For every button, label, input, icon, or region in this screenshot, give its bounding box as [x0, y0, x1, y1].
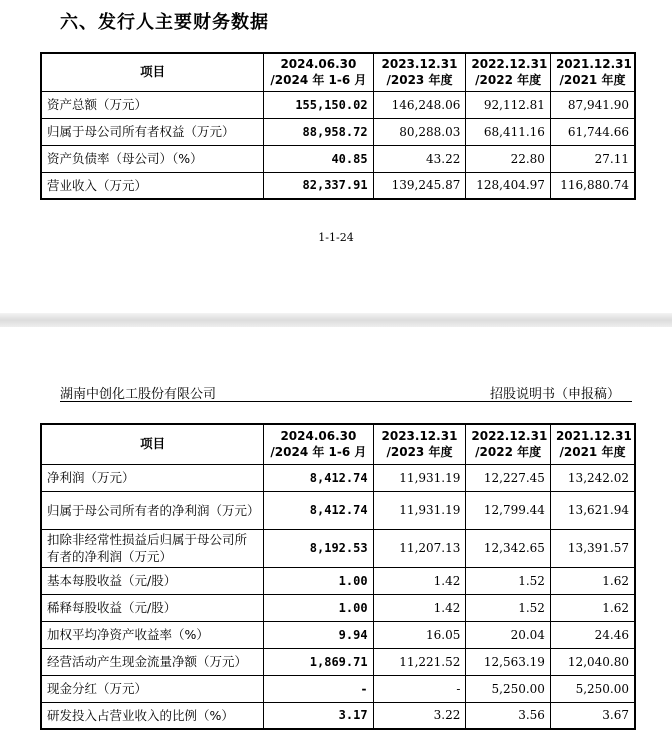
table-row	[41, 567, 635, 594]
value-cell: 1.00	[264, 567, 373, 594]
table-row	[41, 529, 635, 567]
value-cell: 12,227.45	[466, 464, 551, 491]
row-label: 归属于母公司所有者权益（万元）	[41, 118, 264, 145]
value-cell: 3.17	[264, 702, 373, 729]
table-row	[41, 491, 635, 529]
value-cell: 43.22	[373, 145, 466, 172]
header-period: 2023.12.31 /2023 年度	[373, 424, 466, 464]
row-label: 稀释每股收益（元/股）	[41, 594, 264, 621]
table-row	[41, 675, 635, 702]
value-cell: 11,207.13	[373, 529, 466, 567]
row-label: 营业收入（万元）	[41, 172, 264, 199]
table-row	[41, 594, 635, 621]
page-gap	[0, 313, 672, 327]
value-cell: 13,391.57	[550, 529, 635, 567]
value-cell: 116,880.74	[550, 172, 635, 199]
value-cell: 22.80	[466, 145, 551, 172]
row-label: 加权平均净资产收益率（%）	[41, 621, 264, 648]
value-cell: 12,563.19	[466, 648, 551, 675]
row-label: 研发投入占营业收入的比例（%）	[41, 702, 264, 729]
value-cell: 3.67	[550, 702, 635, 729]
value-cell: 88,958.72	[264, 118, 373, 145]
value-cell: 61,744.66	[550, 118, 635, 145]
header-doc-title: 招股说明书（申报稿）	[489, 387, 620, 402]
header-period: 2022.12.31 /2022 年度	[466, 424, 551, 464]
section-title: 六、发行人主要财务数据	[60, 12, 269, 33]
value-cell: 1.42	[373, 567, 466, 594]
value-cell: 146,248.06	[373, 91, 466, 118]
table-row	[41, 172, 635, 199]
table-header-row	[41, 53, 635, 91]
table-row	[41, 648, 635, 675]
row-label: 现金分红（万元）	[41, 675, 264, 702]
value-cell: 155,150.02	[264, 91, 373, 118]
value-cell: 3.22	[373, 702, 466, 729]
value-cell: 1.62	[550, 594, 635, 621]
table-row	[41, 464, 635, 491]
row-label: 扣除非经常性损益后归属于母公司所有者的净利润（万元）	[41, 529, 264, 567]
value-cell: 87,941.90	[550, 91, 635, 118]
running-header	[60, 383, 632, 402]
value-cell: 12,342.65	[466, 529, 551, 567]
financial-table-1	[40, 52, 636, 200]
value-cell: 1.52	[466, 567, 551, 594]
value-cell: 12,799.44	[466, 491, 551, 529]
table-header-row	[41, 424, 635, 464]
value-cell: 40.85	[264, 145, 373, 172]
value-cell: 1,869.71	[264, 648, 373, 675]
value-cell: 3.56	[466, 702, 551, 729]
value-cell: 11,931.19	[373, 464, 466, 491]
row-label: 资产负债率（母公司）（%）	[41, 145, 264, 172]
financial-table-2	[40, 423, 636, 730]
value-cell: 1.62	[550, 567, 635, 594]
value-cell: 5,250.00	[466, 675, 551, 702]
row-label: 资产总额（万元）	[41, 91, 264, 118]
value-cell: 8,192.53	[264, 529, 373, 567]
value-cell: 1.00	[264, 594, 373, 621]
header-period: 2022.12.31 /2022 年度	[466, 53, 551, 91]
header-period: 2023.12.31 /2023 年度	[373, 53, 466, 91]
value-cell: 139,245.87	[373, 172, 466, 199]
header-period: 2024.06.30 /2024 年 1-6 月	[264, 424, 373, 464]
value-cell: 13,242.02	[550, 464, 635, 491]
value-cell: 68,411.16	[466, 118, 551, 145]
header-company: 湖南中创化工股份有限公司	[60, 387, 217, 402]
table-row	[41, 621, 635, 648]
value-cell: 16.05	[373, 621, 466, 648]
table-row	[41, 145, 635, 172]
value-cell: 13,621.94	[550, 491, 635, 529]
value-cell: 12,040.80	[550, 648, 635, 675]
header-item: 项目	[41, 53, 264, 91]
document-page-1	[0, 0, 672, 313]
value-cell: 8,412.74	[264, 491, 373, 529]
value-cell: 8,412.74	[264, 464, 373, 491]
row-label: 归属于母公司所有者的净利润（万元）	[41, 491, 264, 529]
row-label: 净利润（万元）	[41, 464, 264, 491]
table-row	[41, 118, 635, 145]
header-period: 2021.12.31 /2021 年度	[550, 53, 635, 91]
value-cell: 1.52	[466, 594, 551, 621]
header-item: 项目	[41, 424, 264, 464]
table-row	[41, 91, 635, 118]
value-cell: 11,221.52	[373, 648, 466, 675]
value-cell: -	[373, 675, 466, 702]
value-cell: 1.42	[373, 594, 466, 621]
header-period: 2021.12.31 /2021 年度	[550, 424, 635, 464]
value-cell: 82,337.91	[264, 172, 373, 199]
value-cell: 128,404.97	[466, 172, 551, 199]
value-cell: 27.11	[550, 145, 635, 172]
value-cell: 92,112.81	[466, 91, 551, 118]
value-cell: 24.46	[550, 621, 635, 648]
value-cell: -	[264, 675, 373, 702]
value-cell: 9.94	[264, 621, 373, 648]
header-period: 2024.06.30 /2024 年 1-6 月	[264, 53, 373, 91]
value-cell: 5,250.00	[550, 675, 635, 702]
page-number: 1-1-24	[318, 231, 354, 244]
row-label: 基本每股收益（元/股）	[41, 567, 264, 594]
row-label: 经营活动产生现金流量净额（万元）	[41, 648, 264, 675]
document-page-2	[0, 327, 672, 730]
value-cell: 20.04	[466, 621, 551, 648]
table-row	[41, 702, 635, 729]
value-cell: 11,931.19	[373, 491, 466, 529]
value-cell: 80,288.03	[373, 118, 466, 145]
